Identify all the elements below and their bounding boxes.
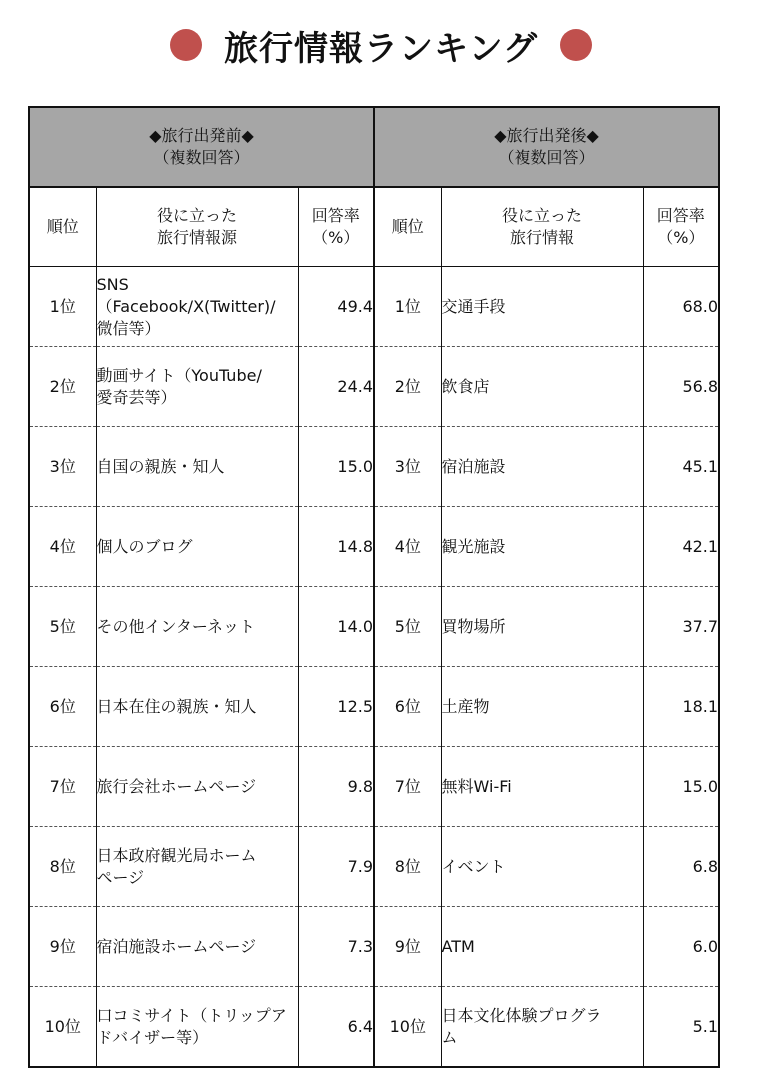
table-row	[29, 667, 719, 747]
before-pct-header-line1: 回答率	[311, 206, 360, 225]
before-pct: 15.0	[298, 427, 374, 507]
after-rank: 4位	[374, 507, 441, 587]
after-label-line: 日本文化体験プログラ	[441, 1005, 602, 1025]
before-rank: 1位	[29, 267, 96, 347]
before-rank: 3位	[29, 427, 96, 507]
before-pct: 7.3	[298, 907, 374, 987]
before-pct: 12.5	[298, 667, 374, 747]
before-label-header-line2: 旅行情報源	[156, 228, 237, 247]
after-pct: 18.1	[643, 667, 719, 747]
after-pct: 42.1	[643, 507, 719, 587]
before-label-line: ドバイザー等）	[96, 1027, 209, 1047]
before-pct: 9.8	[298, 747, 374, 827]
before-heading: ◆旅行出発前◆	[149, 126, 254, 145]
after-label: 飲食店	[441, 347, 643, 427]
after-pct: 15.0	[643, 747, 719, 827]
before-label-line: 日本政府観光局ホーム	[96, 845, 257, 865]
page-title: 旅行情報ランキング	[224, 28, 538, 69]
after-rank: 1位	[374, 267, 441, 347]
before-rank: 5位	[29, 587, 96, 667]
before-label	[96, 267, 298, 347]
after-label-line: ム	[441, 1027, 458, 1047]
table-row	[29, 267, 719, 347]
after-label: 買物場所	[441, 587, 643, 667]
table-row	[29, 987, 719, 1068]
before-pct: 24.4	[298, 347, 374, 427]
table-row	[29, 427, 719, 507]
after-pct-header-line1: 回答率	[656, 206, 705, 225]
before-rank: 4位	[29, 507, 96, 587]
after-rank: 6位	[374, 667, 441, 747]
before-label: 個人のブログ	[96, 507, 298, 587]
after-label: 土産物	[441, 667, 643, 747]
before-subheading: （複数回答）	[153, 148, 250, 167]
after-label	[441, 987, 643, 1068]
before-label: 日本在住の親族・知人	[96, 667, 298, 747]
before-rank: 8位	[29, 827, 96, 907]
after-label-header	[441, 187, 643, 267]
after-pct-header	[643, 187, 719, 267]
after-label: 交通手段	[441, 267, 643, 347]
table-row	[29, 827, 719, 907]
before-pct: 7.9	[298, 827, 374, 907]
after-section-header	[374, 107, 719, 187]
before-rank: 2位	[29, 347, 96, 427]
before-pct: 49.4	[298, 267, 374, 347]
after-pct: 6.0	[643, 907, 719, 987]
before-label-line: 動画サイト（YouTube/	[96, 365, 262, 385]
after-pct-header-line2: （%）	[657, 228, 705, 247]
after-rank-header: 順位	[374, 187, 441, 267]
before-label-line: 口コミサイト（トリップア	[96, 1005, 287, 1025]
right-circle-icon	[560, 29, 592, 61]
after-label: 観光施設	[441, 507, 643, 587]
before-label	[96, 827, 298, 907]
before-label: 自国の親族・知人	[96, 427, 298, 507]
before-rank-header: 順位	[29, 187, 96, 267]
before-label: その他インターネット	[96, 587, 298, 667]
before-label-line: SNS	[96, 274, 129, 294]
before-pct: 14.0	[298, 587, 374, 667]
table-row	[29, 747, 719, 827]
after-pct: 6.8	[643, 827, 719, 907]
after-rank: 3位	[374, 427, 441, 507]
ranking-table	[28, 106, 720, 1068]
after-subheading: （複数回答）	[498, 148, 595, 167]
title-banner	[0, 14, 762, 76]
after-pct: 68.0	[643, 267, 719, 347]
before-pct-header	[298, 187, 374, 267]
before-rank: 7位	[29, 747, 96, 827]
after-label-header-line2: 旅行情報	[510, 228, 575, 247]
before-label-line: 微信等）	[96, 318, 161, 338]
after-pct: 5.1	[643, 987, 719, 1068]
table-row	[29, 907, 719, 987]
before-rank: 10位	[29, 987, 96, 1068]
left-circle-icon	[170, 29, 202, 61]
before-label-line: ページ	[96, 867, 145, 887]
after-rank: 7位	[374, 747, 441, 827]
table-row	[29, 587, 719, 667]
after-label-header-line1: 役に立った	[502, 206, 583, 225]
before-label: 旅行会社ホームページ	[96, 747, 298, 827]
after-heading: ◆旅行出発後◆	[494, 126, 599, 145]
before-label-line: （Facebook/X(Twitter)/	[96, 296, 276, 316]
before-rank: 9位	[29, 907, 96, 987]
after-rank: 10位	[374, 987, 441, 1068]
before-label: 宿泊施設ホームページ	[96, 907, 298, 987]
after-rank: 8位	[374, 827, 441, 907]
table-row	[29, 347, 719, 427]
after-label: 宿泊施設	[441, 427, 643, 507]
before-pct: 14.8	[298, 507, 374, 587]
after-rank: 2位	[374, 347, 441, 427]
before-label-header	[96, 187, 298, 267]
before-label-line: 愛奇芸等）	[96, 387, 177, 407]
before-label	[96, 987, 298, 1068]
after-pct: 37.7	[643, 587, 719, 667]
column-header-row	[29, 187, 719, 267]
before-label	[96, 347, 298, 427]
after-rank: 5位	[374, 587, 441, 667]
after-rank: 9位	[374, 907, 441, 987]
after-pct: 56.8	[643, 347, 719, 427]
before-pct: 6.4	[298, 987, 374, 1068]
after-label: 無料Wi-Fi	[441, 747, 643, 827]
section-header-row	[29, 107, 719, 187]
after-label: ATM	[441, 907, 643, 987]
before-section-header	[29, 107, 374, 187]
after-pct: 45.1	[643, 427, 719, 507]
before-pct-header-line2: （%）	[312, 228, 360, 247]
before-label-header-line1: 役に立った	[156, 206, 237, 225]
before-rank: 6位	[29, 667, 96, 747]
table-row	[29, 507, 719, 587]
after-label: イベント	[441, 827, 643, 907]
